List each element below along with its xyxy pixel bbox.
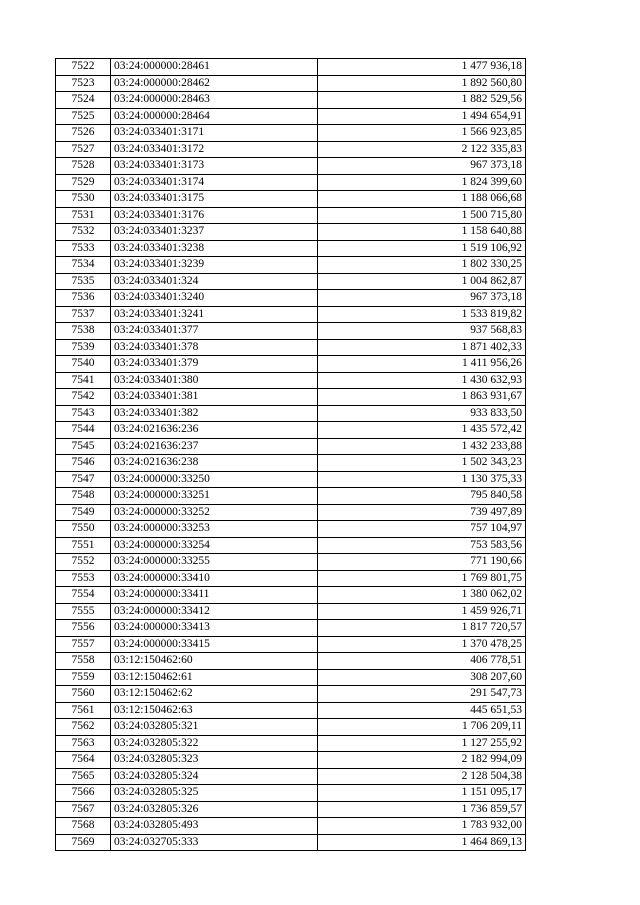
row-number-cell: 7546 [56,455,111,472]
cadastral-number-cell: 03:24:033401:3176 [111,207,318,224]
cadastral-number-cell: 03:24:000000:28464 [111,108,318,125]
table-row [56,686,526,703]
cadastral-number-cell: 03:24:033401:3174 [111,174,318,191]
table-body [56,59,526,851]
table-row [56,669,526,686]
row-number-cell: 7558 [56,653,111,670]
row-number-cell: 7555 [56,603,111,620]
table-row [56,422,526,439]
row-number-cell: 7540 [56,356,111,373]
amount-cell: 933 833,50 [318,405,526,422]
row-number-cell: 7537 [56,306,111,323]
table-row [56,372,526,389]
amount-cell: 291 547,73 [318,686,526,703]
table-row [56,125,526,142]
cadastral-number-cell: 03:24:000000:28462 [111,75,318,92]
row-number-cell: 7529 [56,174,111,191]
cadastral-number-cell: 03:24:032805:326 [111,801,318,818]
cadastral-number-cell: 03:12:150462:61 [111,669,318,686]
cadastral-number-cell: 03:24:033401:3241 [111,306,318,323]
amount-cell: 1 370 478,25 [318,636,526,653]
cadastral-number-cell: 03:24:033401:3237 [111,224,318,241]
amount-cell: 1 151 095,17 [318,785,526,802]
amount-cell: 1 500 715,80 [318,207,526,224]
cadastral-number-cell: 03:24:000000:33412 [111,603,318,620]
table-row [56,471,526,488]
amount-cell: 1 127 255,92 [318,735,526,752]
table-row [56,75,526,92]
table-row [56,504,526,521]
table-row [56,818,526,835]
amount-cell: 1 817 720,57 [318,620,526,637]
cadastral-number-cell: 03:24:000000:33253 [111,521,318,538]
table-row [56,240,526,257]
table-row [56,174,526,191]
cadastral-number-cell: 03:24:000000:33410 [111,570,318,587]
row-number-cell: 7569 [56,834,111,851]
table-row [56,339,526,356]
cadastral-number-cell: 03:24:032805:323 [111,752,318,769]
amount-cell: 967 373,18 [318,158,526,175]
row-number-cell: 7549 [56,504,111,521]
row-number-cell: 7525 [56,108,111,125]
cadastral-number-cell: 03:24:032805:325 [111,785,318,802]
amount-cell: 1 464 869,13 [318,834,526,851]
amount-cell: 1 892 560,80 [318,75,526,92]
amount-cell: 1 411 956,26 [318,356,526,373]
row-number-cell: 7564 [56,752,111,769]
row-number-cell: 7541 [56,372,111,389]
row-number-cell: 7557 [56,636,111,653]
cadastral-number-cell: 03:24:000000:33413 [111,620,318,637]
cadastral-number-cell: 03:24:033401:381 [111,389,318,406]
amount-cell: 2 122 335,83 [318,141,526,158]
amount-cell: 739 497,89 [318,504,526,521]
cadastral-number-cell: 03:24:000000:33254 [111,537,318,554]
table-row [56,92,526,109]
row-number-cell: 7562 [56,719,111,736]
cadastral-number-cell: 03:24:000000:28461 [111,59,318,76]
amount-cell: 1 435 572,42 [318,422,526,439]
row-number-cell: 7538 [56,323,111,340]
row-number-cell: 7568 [56,818,111,835]
amount-cell: 308 207,60 [318,669,526,686]
table-row [56,735,526,752]
amount-cell: 757 104,97 [318,521,526,538]
row-number-cell: 7552 [56,554,111,571]
cadastral-number-cell: 03:24:033401:382 [111,405,318,422]
amount-cell: 1 863 931,67 [318,389,526,406]
cadastral-number-cell: 03:24:000000:33250 [111,471,318,488]
amount-cell: 1 769 801,75 [318,570,526,587]
cadastral-number-cell: 03:24:033401:3173 [111,158,318,175]
row-number-cell: 7565 [56,768,111,785]
cadastral-number-cell: 03:24:033401:378 [111,339,318,356]
table-row [56,521,526,538]
table-row [56,290,526,307]
cadastral-number-cell: 03:24:000000:33251 [111,488,318,505]
cadastral-number-cell: 03:24:033401:380 [111,372,318,389]
cadastral-number-cell: 03:12:150462:62 [111,686,318,703]
cadastral-number-cell: 03:24:033401:3171 [111,125,318,142]
cadastral-number-cell: 03:24:033401:3239 [111,257,318,274]
table-row [56,719,526,736]
row-number-cell: 7522 [56,59,111,76]
amount-cell: 1 533 819,82 [318,306,526,323]
amount-cell: 771 190,66 [318,554,526,571]
table-row [56,603,526,620]
table-row [56,306,526,323]
amount-cell: 1 004 862,87 [318,273,526,290]
table-row [56,108,526,125]
row-number-cell: 7530 [56,191,111,208]
row-number-cell: 7550 [56,521,111,538]
table-row [56,554,526,571]
table-row [56,323,526,340]
amount-cell: 1 783 932,00 [318,818,526,835]
cadastral-number-cell: 03:24:021636:237 [111,438,318,455]
row-number-cell: 7563 [56,735,111,752]
table-row [56,158,526,175]
data-table [55,58,526,851]
table-row [56,257,526,274]
table-row [56,207,526,224]
row-number-cell: 7531 [56,207,111,224]
row-number-cell: 7547 [56,471,111,488]
row-number-cell: 7544 [56,422,111,439]
amount-cell: 1 502 343,23 [318,455,526,472]
amount-cell: 1 824 399,60 [318,174,526,191]
row-number-cell: 7554 [56,587,111,604]
amount-cell: 445 651,53 [318,702,526,719]
amount-cell: 1 706 209,11 [318,719,526,736]
table-row [56,752,526,769]
row-number-cell: 7566 [56,785,111,802]
row-number-cell: 7551 [56,537,111,554]
amount-cell: 2 128 504,38 [318,768,526,785]
table-row [56,570,526,587]
amount-cell: 1 494 654,91 [318,108,526,125]
amount-cell: 1 566 923,85 [318,125,526,142]
row-number-cell: 7526 [56,125,111,142]
row-number-cell: 7567 [56,801,111,818]
cadastral-number-cell: 03:24:021636:238 [111,455,318,472]
amount-cell: 795 840,58 [318,488,526,505]
table-row [56,356,526,373]
table-row [56,537,526,554]
amount-cell: 937 568,83 [318,323,526,340]
table-row [56,141,526,158]
amount-cell: 1 188 066,68 [318,191,526,208]
row-number-cell: 7535 [56,273,111,290]
table-row [56,191,526,208]
table-row [56,488,526,505]
table-row [56,653,526,670]
cadastral-number-cell: 03:24:033401:324 [111,273,318,290]
row-number-cell: 7528 [56,158,111,175]
table-row [56,620,526,637]
amount-cell: 1 736 859,57 [318,801,526,818]
table-row [56,455,526,472]
amount-cell: 1 158 640,88 [318,224,526,241]
table-row [56,224,526,241]
table-row [56,59,526,76]
cadastral-number-cell: 03:24:033401:379 [111,356,318,373]
row-number-cell: 7542 [56,389,111,406]
table-row [56,273,526,290]
row-number-cell: 7534 [56,257,111,274]
amount-cell: 967 373,18 [318,290,526,307]
cadastral-number-cell: 03:24:033401:3238 [111,240,318,257]
row-number-cell: 7548 [56,488,111,505]
amount-cell: 406 778,51 [318,653,526,670]
row-number-cell: 7543 [56,405,111,422]
amount-cell: 1 802 330,25 [318,257,526,274]
row-number-cell: 7556 [56,620,111,637]
cadastral-number-cell: 03:24:000000:33415 [111,636,318,653]
row-number-cell: 7527 [56,141,111,158]
cadastral-number-cell: 03:24:000000:33411 [111,587,318,604]
table-row [56,801,526,818]
row-number-cell: 7532 [56,224,111,241]
row-number-cell: 7524 [56,92,111,109]
row-number-cell: 7533 [56,240,111,257]
amount-cell: 1 871 402,33 [318,339,526,356]
amount-cell: 1 432 233,88 [318,438,526,455]
cadastral-number-cell: 03:24:000000:33252 [111,504,318,521]
cadastral-number-cell: 03:24:000000:28463 [111,92,318,109]
row-number-cell: 7536 [56,290,111,307]
cadastral-number-cell: 03:24:032805:322 [111,735,318,752]
cadastral-number-cell: 03:24:032705:333 [111,834,318,851]
row-number-cell: 7560 [56,686,111,703]
cadastral-number-cell: 03:24:000000:33255 [111,554,318,571]
amount-cell: 2 182 994,09 [318,752,526,769]
table-row [56,405,526,422]
cadastral-number-cell: 03:24:033401:3172 [111,141,318,158]
cadastral-number-cell: 03:12:150462:60 [111,653,318,670]
amount-cell: 1 477 936,18 [318,59,526,76]
amount-cell: 1 380 062,02 [318,587,526,604]
cadastral-number-cell: 03:24:021636:236 [111,422,318,439]
table-row [56,834,526,851]
row-number-cell: 7545 [56,438,111,455]
amount-cell: 1 130 375,33 [318,471,526,488]
amount-cell: 1 519 106,92 [318,240,526,257]
cadastral-number-cell: 03:24:032805:321 [111,719,318,736]
row-number-cell: 7561 [56,702,111,719]
table-row [56,587,526,604]
row-number-cell: 7523 [56,75,111,92]
table-row [56,438,526,455]
amount-cell: 1 459 926,71 [318,603,526,620]
amount-cell: 1 882 529,56 [318,92,526,109]
cadastral-number-cell: 03:24:033401:3175 [111,191,318,208]
table-row [56,702,526,719]
amount-cell: 1 430 632,93 [318,372,526,389]
cadastral-number-cell: 03:24:033401:3240 [111,290,318,307]
cadastral-number-cell: 03:24:033401:377 [111,323,318,340]
cadastral-number-cell: 03:24:032805:493 [111,818,318,835]
row-number-cell: 7539 [56,339,111,356]
table-row [56,636,526,653]
cadastral-number-cell: 03:24:032805:324 [111,768,318,785]
row-number-cell: 7553 [56,570,111,587]
row-number-cell: 7559 [56,669,111,686]
cadastral-number-cell: 03:12:150462:63 [111,702,318,719]
table-row [56,389,526,406]
table-row [56,785,526,802]
table-row [56,768,526,785]
amount-cell: 753 583,56 [318,537,526,554]
